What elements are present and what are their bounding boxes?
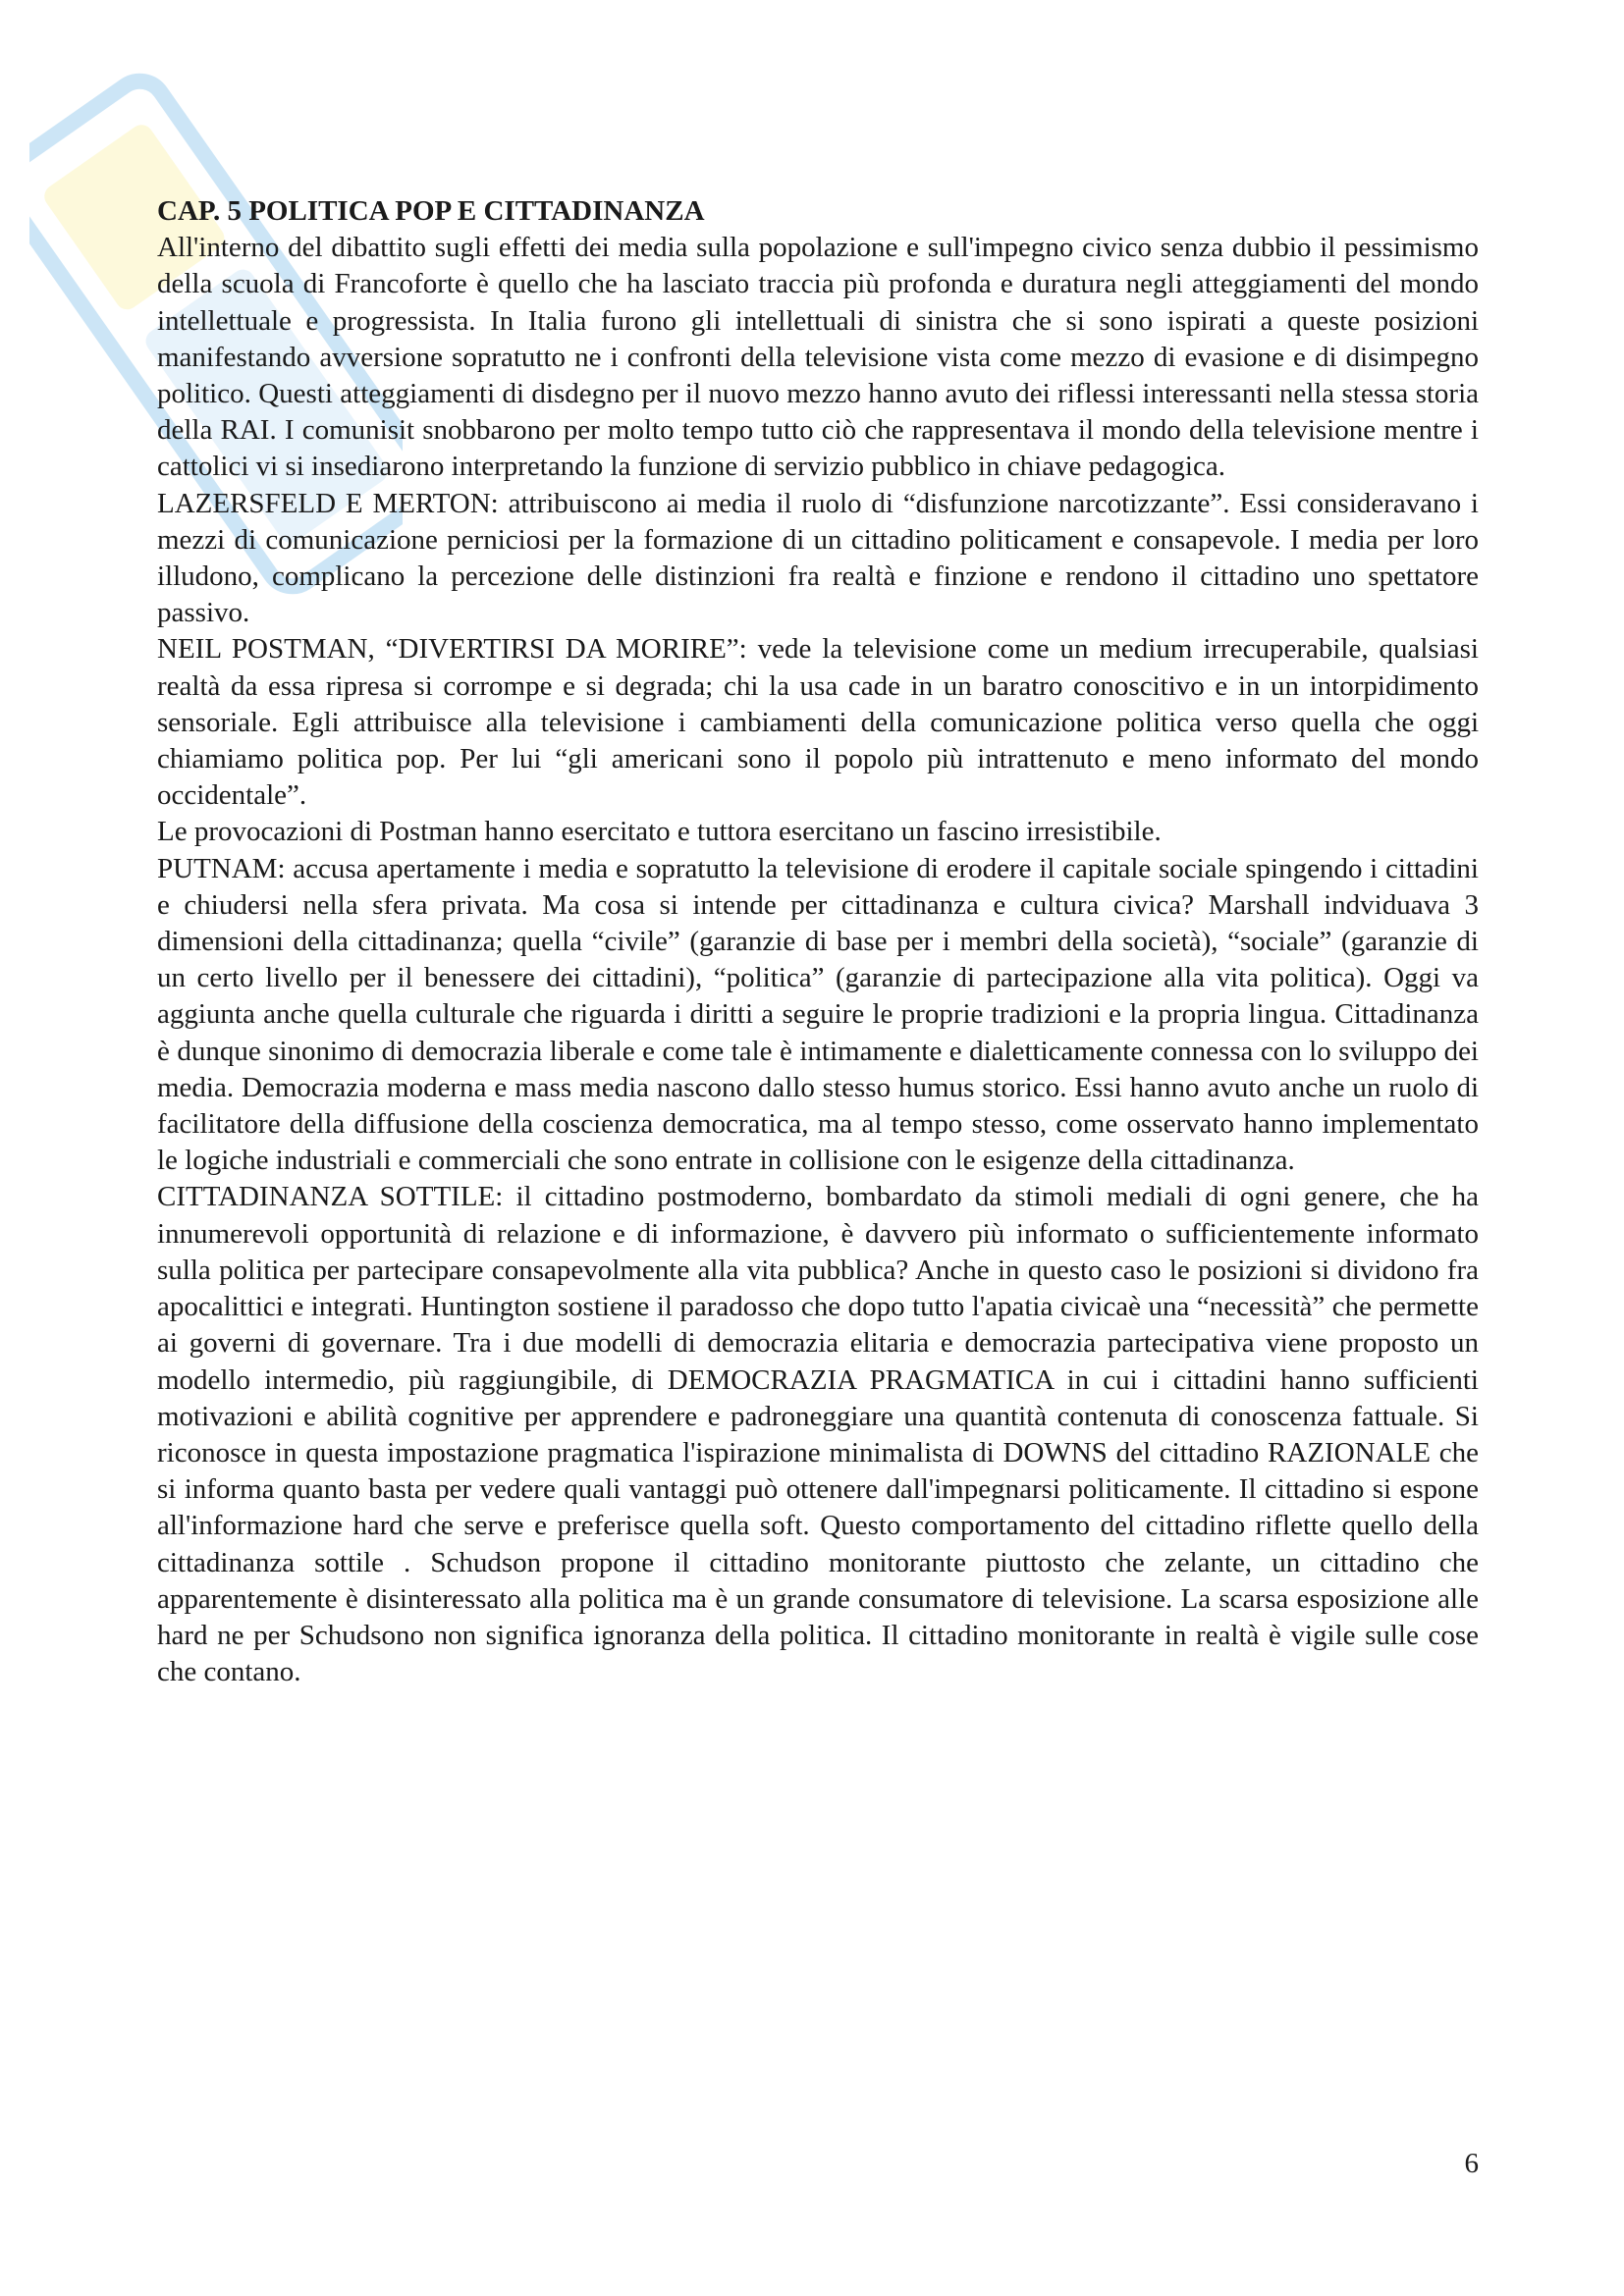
paragraph-neil-postman: NEIL POSTMAN, “DIVERTIRSI DA MORIRE”: vede la televisione come un medium irrecuperabile, qualsiasi realtà da essa ripresa si corrompe e si degrada; chi la usa cade in un baratro conoscitivo e in un intorpidimento sensoriale. Egli attribuisce alla televisione i cambiamenti della comunicazione politica verso quella che oggi chiamiamo politica pop. Per lui “gli americani sono il popolo più intrattenuto e meno informato del mondo occidentale”. bbox=[157, 633, 1479, 812]
chapter-title: CAP. 5 POLITICA POP E CITTADINANZA bbox=[157, 195, 705, 227]
paragraph-lazersfeld-merton: LAZERSFELD E MERTON: attribuiscono ai media il ruolo di “disfunzione narcotizzante”. Essi consideravano i mezzi di comunicazione perniciosi per la formazione di un cittadino politicament e consapevole. I media per loro illudono, complicano la percezione delle distinzioni fra realtà e finzione e rendono il cittadino uno spettatore passivo. bbox=[157, 487, 1479, 629]
page-content bbox=[157, 193, 1479, 1690]
paragraph-postman-provocations: Le provocazioni di Postman hanno esercitato e tuttora esercitano un fascino irresistibile. bbox=[157, 816, 1162, 848]
paragraph-cittadinanza-sottile: CITTADINANZA SOTTILE: il cittadino postmoderno, bombardato da stimoli mediali di ogni genere, che ha innumerevoli opportunità di relazione e di informazione, è davvero più informato o sufficientemente informato sulla politica per partecipare consapevolmente alla vita pubblica? Anche in questo caso le posizioni si dividono fra apocalittici e integrati. Huntington sostiene il paradosso che dopo tutto l'apatia civicaè una “necessità” che permette ai governi di governare. Tra i due modelli di democrazia elitaria e democrazia partecipativa viene proposto un modello intermedio, più raggiungibile, di DEMOCRAZIA PRAGMATICA in cui i cittadini hanno sufficienti motivazioni e abilità cognitive per apprendere e padroneggiare una quantità contenuta di conoscenza fattuale. Si riconosce in questa impostazione pragmatica l'ispirazione minimalista di DOWNS del cittadino RAZIONALE che si informa quanto basta per vedere quali vantaggi può ottenere dall'impegnarsi politicamente. Il cittadino si espone all'informazione hard che serve e preferisce quella soft. Questo comportamento del cittadino riflette quello della cittadinanza sottile . Schudson propone il cittadino monitorante piuttosto che zelante, un cittadino che apparentemente è disinteressato alla politica ma è un grande consumatore di televisione. La scarsa esposizione alle hard ne per Schudsono non significa ignoranza della politica. Il cittadino monitorante in realtà è vigile sulle cose che contano. bbox=[157, 1181, 1479, 1688]
paragraph-putnam: PUTNAM: accusa apertamente i media e sopratutto la televisione di erodere il capitale sociale spingendo i cittadini e chiudersi nella sfera privata. Ma cosa si intende per cittadinanza e cultura civica? Marshall indviduava 3 dimensioni della cittadinanza; quella “civile” (garanzie di base per i membri della società), “sociale” (garanzie di un certo livello per il benessere dei cittadini), “politica” (garanzie di partecipazione alla vita politica). Oggi va aggiunta anche quella culturale che riguarda i diritti a seguire le proprie tradizioni e la propria lingua. Cittadinanza è dunque sinonimo di democrazia liberale e come tale è intimamente e dialetticamente connessa con lo sviluppo dei media. Democrazia moderna e mass media nascono dallo stesso humus storico. Essi hanno avuto anche un ruolo di facilitatore della diffusione della coscienza democratica, ma al tempo stesso, come osservato hanno implementato le logiche industriali e commerciali che sono entrate in collisione con le esigenze della cittadinanza. bbox=[157, 852, 1479, 1177]
page-number: 6 bbox=[1464, 2148, 1479, 2179]
paragraph-intro: All'interno del dibattito sugli effetti dei media sulla popolazione e sull'impegno civico senza dubbio il pessimismo della scuola di Francoforte è quello che ha lasciato traccia più profonda e duratura negli atteggiamenti del mondo intellettuale e progressista. In Italia furono gli intellettuali di sinistra che si sono ispirati a queste posizioni manifestando avversione sopratutto ne i confronti della televisione vista come mezzo di evasione e di disimpegno politico. Questi atteggiamenti di disdegno per il nuovo mezzo hanno avuto dei riflessi interessanti nella stessa storia della RAI. I comunisit snobbarono per molto tempo tutto ciò che rappresentava il mondo della televisione mentre i cattolici vi si insediarono interpretando la funzione di servizio pubblico in chiave pedagogica. bbox=[157, 232, 1479, 483]
